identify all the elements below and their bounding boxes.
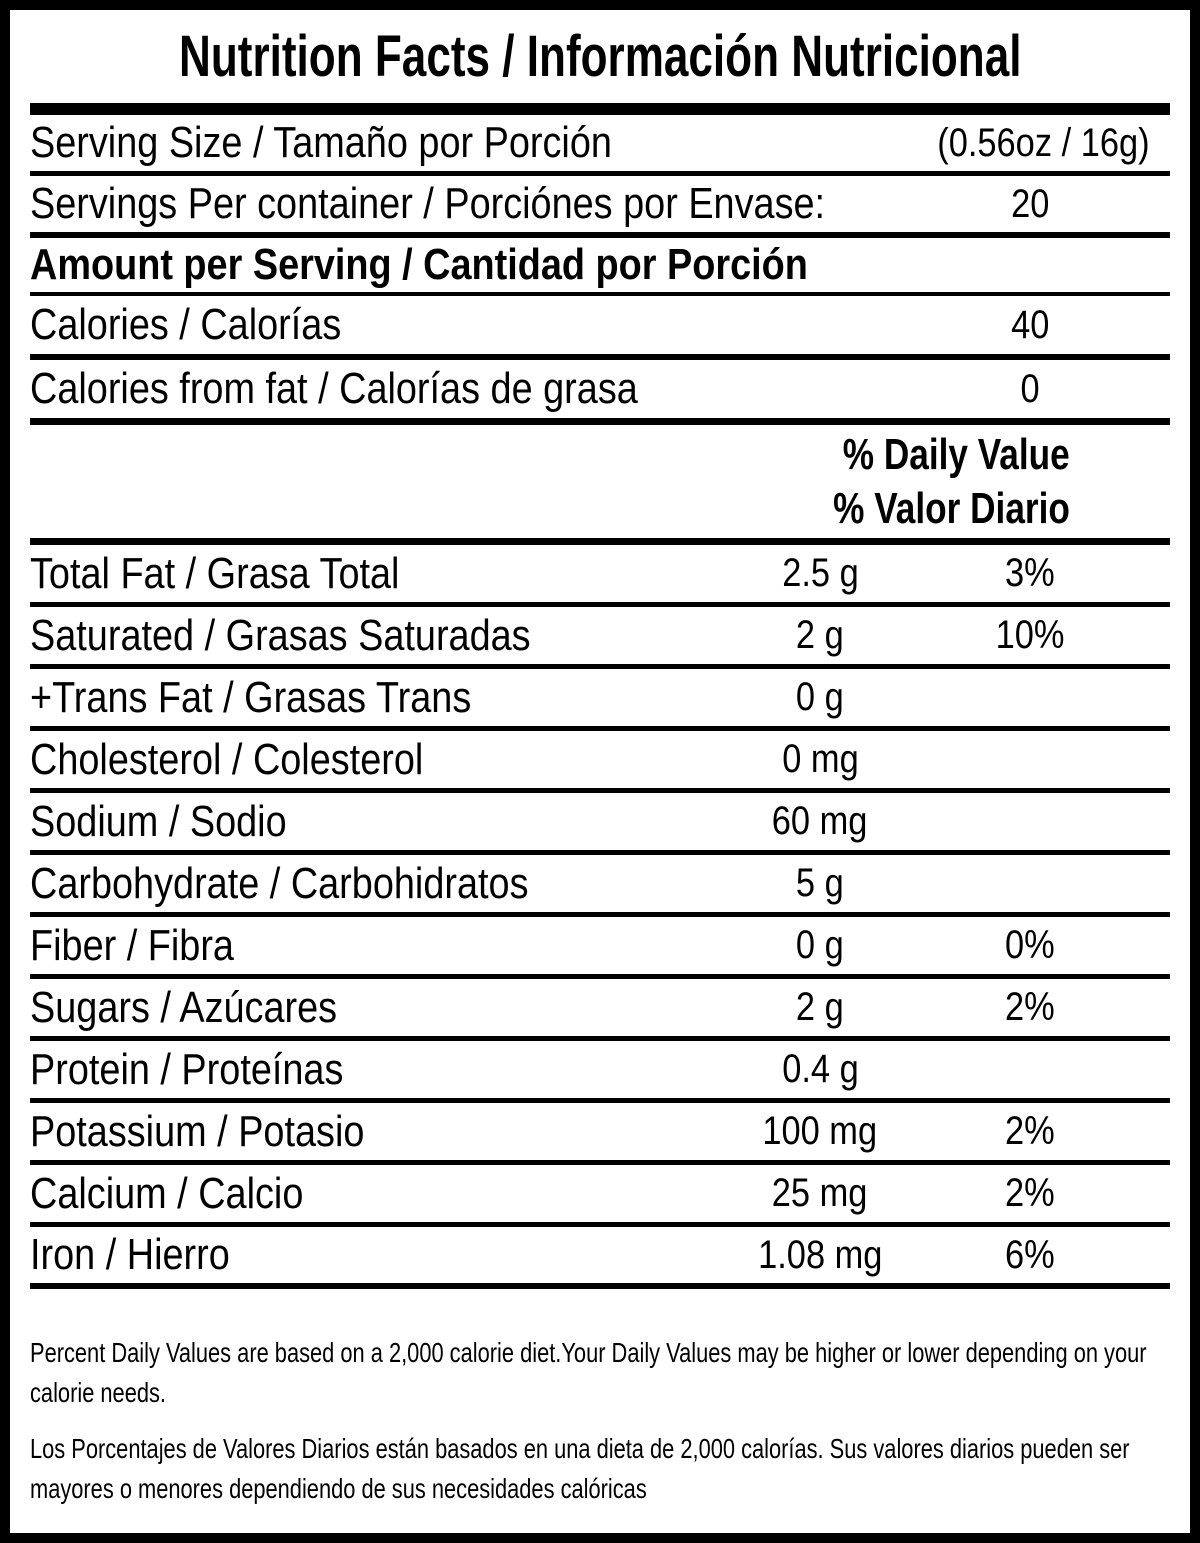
footnote-spanish: Los Porcentajes de Valores Diarios están basados en una dieta de 2,000 calorías. Sus valores diarios pueden ser mayores o menores dependiendo de sus necesidades calóricas [30,1433,1130,1504]
nutrient-dv [920,675,1140,720]
nutrient-row-potassium [30,1103,1170,1165]
nutrient-label: Fiber / Fibra [30,920,234,970]
nutrient-row-protein [30,1041,1170,1103]
nutrient-dv: 2% [1005,1109,1055,1153]
nutrient-label: Protein / Proteínas [30,1044,344,1094]
nutrient-amount: 25 mg [772,1171,868,1215]
label-title-text: Nutrition Facts / Información Nutricional [178,24,1022,89]
nutrient-dv [920,1047,1140,1092]
calories-value: 40 [1010,302,1050,347]
row-serving-size [30,115,1170,176]
label-title [30,10,1170,103]
nutrient-label: Calcium / Calcio [30,1168,304,1218]
nutrient-dv: 2% [1005,1171,1055,1215]
title-divider-bar [30,103,1170,115]
nutrient-label: +Trans Fat / Grasas Trans [30,672,472,722]
nutrient-dv: 6% [1005,1232,1055,1277]
amount-per-serving-heading: Amount per Serving / Cantidad por Porción [30,240,808,289]
footnotes [30,1333,1170,1509]
nutrient-label: Potassium / Potasio [30,1106,365,1156]
footnote-english: Percent Daily Values are based on a 2,000 calorie diet.Your Daily Values may be higher or lower depending on your calorie needs. [30,1337,1147,1408]
calories-from-fat-value: 0 [1020,366,1040,411]
calories-from-fat-label: Calories from fat / Calorías de grasa [30,364,638,413]
nutrient-row-iron [30,1227,1170,1289]
nutrient-dv [920,737,1140,782]
daily-value-heading-es: % Valor Diario [833,483,1070,533]
nutrient-label: Sodium / Sodio [30,796,287,846]
nutrient-amount: 2 g [796,613,844,657]
nutrient-amount: 0.4 g [781,1047,859,1091]
servings-per-container-label: Servings Per container / Porciónes por Envase: [30,179,826,228]
nutrient-amount: 60 mg [772,799,868,843]
nutrient-row-saturated-fat [30,607,1170,669]
servings-per-container-value: 20 [1010,181,1050,226]
nutrient-amount: 1.08 mg [757,1232,883,1277]
nutrient-row-cholesterol [30,731,1170,793]
row-calories-from-fat [30,360,1170,425]
nutrient-row-calcium [30,1165,1170,1227]
nutrient-dv: 10% [995,613,1065,657]
nutrient-amount: 0 g [796,923,844,967]
serving-size-value: (0.56oz / 16g) [937,120,1150,165]
nutrient-row-total-fat [30,545,1170,607]
nutrient-dv: 0% [1005,923,1055,967]
nutrient-amount: 2.5 g [781,551,859,595]
daily-value-heading-en: % Daily Value [843,429,1070,479]
nutrient-amount: 2 g [796,985,844,1029]
nutrient-row-fiber [30,917,1170,979]
serving-size-label: Serving Size / Tamaño por Porción [30,118,612,167]
nutrient-label: Saturated / Grasas Saturadas [30,610,531,660]
nutrient-label: Sugars / Azúcares [30,982,338,1032]
nutrient-dv: 3% [1005,551,1055,595]
nutrient-row-carbohydrate [30,855,1170,917]
nutrient-dv [920,861,1140,906]
nutrient-label: Total Fat / Grasa Total [30,548,400,598]
row-calories [30,296,1170,360]
calories-label: Calories / Calorías [30,300,342,349]
nutrient-amount: 5 g [796,861,844,905]
nutrient-amount: 0 g [796,675,844,719]
nutrient-dv [920,799,1140,844]
nutrient-row-sugars [30,979,1170,1041]
row-servings-per-container [30,176,1170,238]
nutrient-amount: 0 mg [781,737,859,781]
nutrient-amount: 100 mg [762,1109,878,1153]
nutrient-row-trans-fat [30,669,1170,731]
row-amount-per-serving-heading [30,238,1170,296]
nutrient-label: Cholesterol / Colesterol [30,734,424,784]
nutrient-dv: 2% [1005,985,1055,1029]
nutrient-label: Iron / Hierro [30,1230,230,1279]
daily-value-heading [30,425,1170,545]
nutrient-row-sodium [30,793,1170,855]
nutrient-label: Carbohydrate / Carbohidratos [30,858,529,908]
